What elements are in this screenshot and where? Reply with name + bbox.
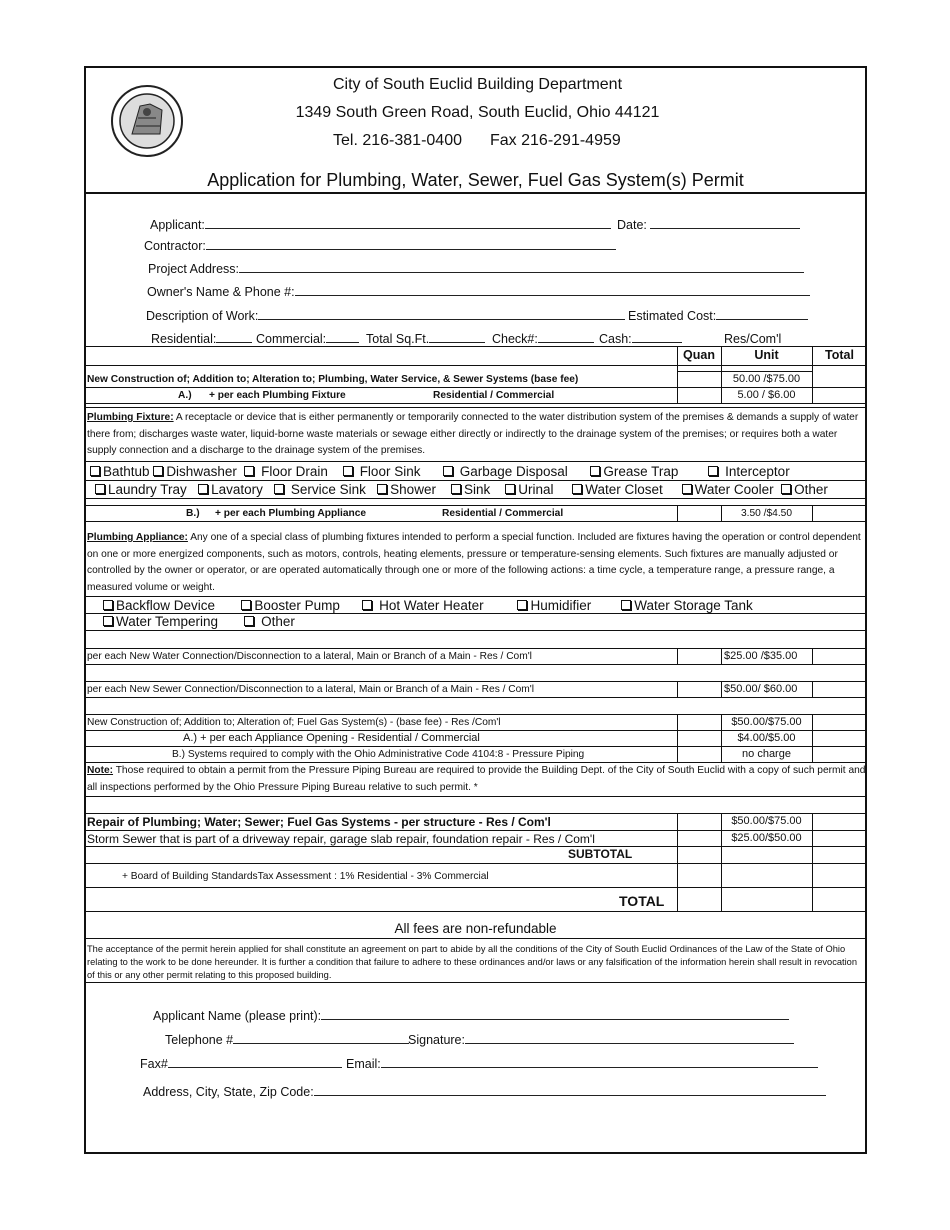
check-field[interactable] [492, 331, 594, 346]
applicant-name-field[interactable] [153, 1008, 789, 1023]
email-field[interactable] [346, 1056, 818, 1071]
checkbox-shower[interactable]: Shower [377, 482, 436, 497]
telephone-label: Telephone # [165, 1033, 234, 1047]
description-field[interactable] [146, 308, 625, 323]
agreement-text: The acceptance of the permit herein applied for shall constitute an agreement on part to abide by all the conditions of the City of South Euclid Ordinances of the Law of the State of Ohio relating to the work to be done hereunder. It is further a condition that failure to adhere to these ordinances and/or laws or any falsification of the information herein shall result in revocation of this or any other permit relating to this proposed building. [87, 944, 858, 980]
checkbox-interceptor[interactable]: Interceptor [708, 464, 789, 479]
checkbox-other-fixture[interactable]: Other [781, 482, 828, 497]
gas-b-fee: no charge [742, 748, 791, 760]
storm-sewer-label: Storm Sewer that is part of a driveway repair, garage slab repair, foundation repair - Res / Com'l [87, 832, 595, 846]
gas-a-label: A.) + per each Appliance Opening - Residential / Commercial [183, 732, 480, 744]
commercial-label: Commercial: [256, 332, 327, 346]
non-refundable-notice: All fees are non-refundable [394, 921, 557, 936]
fixture-term: Plumbing Fixture: [87, 412, 174, 423]
repair-label: Repair of Plumbing; Water; Sewer; Fuel Gas Systems - per structure - Res / Com'l [87, 815, 551, 829]
cash-label: Cash: [599, 332, 632, 346]
checkbox-bathtub[interactable]: Bathtub [90, 464, 150, 479]
water-connection-fee: $25.00 /$35.00 [724, 650, 798, 662]
storm-sewer-fee: $25.00/$50.00 [731, 832, 802, 844]
gas-b-label: B.) Systems required to comply with the Ohio Administrative Code 4104:8 - Pressure Piping [172, 749, 585, 760]
checkbox-lavatory[interactable]: Lavatory [198, 482, 263, 497]
subtotal-label: SUBTOTAL [568, 847, 633, 861]
total-sqft-field[interactable] [366, 331, 485, 346]
checkbox-sink[interactable]: Sink [451, 482, 490, 497]
water-connection-label: per each New Water Connection/Disconnection to a lateral, Main or Branch of a Main - Res / Com'l [87, 651, 532, 662]
project-address-field[interactable] [148, 261, 804, 276]
sewer-connection-fee: $50.00/ $60.00 [724, 683, 798, 695]
signature-field[interactable] [408, 1032, 794, 1047]
cash-field[interactable] [599, 331, 682, 346]
appliances-row-2 [103, 614, 295, 629]
fixture-a-text: + per each Plumbing Fixture [209, 390, 346, 401]
new-construction-label: New Construction of; Addition to; Alteration to; Plumbing, Water Service, & Sewer Systems (base fee) [87, 374, 579, 385]
estimated-cost-label: Estimated Cost: [628, 309, 717, 323]
checkbox-floor-sink[interactable]: Floor Sink [343, 464, 421, 479]
checkbox-service-sink[interactable]: Service Sink [274, 482, 366, 497]
appliances-row-1 [103, 598, 753, 613]
checkbox-water-storage-tank[interactable]: Water Storage Tank [621, 598, 753, 613]
gas-a-fee: $4.00/$5.00 [737, 732, 796, 744]
gas-base-fee: $50.00/$75.00 [731, 716, 802, 728]
applicant-name-label: Applicant Name (please print): [153, 1009, 322, 1023]
gas-base-label: New Construction of; Addition to; Alteration of; Fuel Gas System(s) - (base fee) - Res /Com'l [87, 717, 501, 728]
date-label: Date: [617, 218, 647, 232]
appliance-b-fee: 3.50 /$4.50 [741, 508, 792, 519]
form-title: Application for Plumbing, Water, Sewer, Fuel Gas System(s) Permit [207, 170, 744, 190]
fixture-a-fee: 5.00 / $6.00 [737, 389, 796, 401]
checkbox-backflow-device[interactable]: Backflow Device [103, 598, 215, 613]
checkbox-floor-drain[interactable]: Floor Drain [244, 464, 328, 479]
dept-name: City of South Euclid Building Department [332, 76, 623, 93]
checkbox-humidifier[interactable]: Humidifier [517, 598, 591, 613]
checkbox-water-cooler[interactable]: Water Cooler [682, 482, 774, 497]
applicant-field[interactable] [150, 217, 611, 232]
checkbox-other-appliance[interactable]: Other [244, 614, 295, 629]
commercial-field[interactable] [256, 331, 359, 346]
fixtures-row-1 [90, 464, 790, 479]
checkbox-water-tempering[interactable]: Water Tempering [103, 614, 218, 629]
dept-address: 1349 South Green Road, South Euclid, Ohio 44121 [295, 104, 660, 121]
dept-phone: Tel. 216-381-0400 [333, 132, 462, 149]
appliance-definition [87, 530, 865, 596]
checkbox-water-closet[interactable]: Water Closet [572, 482, 663, 497]
signature-label: Signature: [408, 1033, 465, 1047]
residential-field[interactable] [151, 331, 252, 346]
fax-label: Fax# [140, 1057, 168, 1071]
applicant-label: Applicant: [150, 218, 205, 232]
total-sqft-label: Total Sq.Ft. [366, 332, 430, 346]
contractor-label: Contractor: [144, 239, 206, 253]
checkbox-booster-pump[interactable]: Booster Pump [241, 598, 340, 613]
sewer-connection-label: per each New Sewer Connection/Disconnection to a lateral, Main or Branch of a Main - Res / Com'l [87, 684, 535, 695]
appliance-term: Plumbing Appliance: [87, 532, 188, 543]
new-construction-fee: 50.00 /$75.00 [732, 373, 801, 385]
checkbox-urinal[interactable]: Urinal [505, 482, 553, 497]
fixture-definition-text: A receptacle or device that is either permanently or temporarily connected to the water distribution system of the premises & demands a supply of water there from; discharges waste water, liquid-borne waste materials or sewage either directly or indirectly to the drainage system of the premises; or requires both a water supply connection and a discharge to the drainage system of the premises. [87, 412, 859, 456]
estimated-cost-field[interactable] [628, 308, 808, 323]
note-text: Those required to obtain a permit from the Pressure Piping Bureau are required to provide the Building Dept. of the City of South Euclid with a copy of such permit and all inspections performed by the Ohio Pressure Piping Bureau relative to such permit. * [87, 765, 866, 793]
appliance-definition-text: Any one of a special class of plumbing fixtures intended to perform a special function. Included are fixtures having the operation or control dependent on one or more energized components, such as motors, controls, heating elements, pressure or temperature-sensing elements. Such fixtures are manually adjusted or controlled by the owner or operator, or are operated automatically through one or more of the following actions: a time cycle, a temperature range, a pressure range, a measured volume or weight. [87, 532, 861, 593]
description-label: Description of Work: [146, 309, 259, 323]
telephone-field[interactable] [165, 1032, 409, 1047]
address-field[interactable] [143, 1084, 826, 1099]
dept-fax: Fax 216-291-4959 [490, 132, 621, 149]
project-address-label: Project Address: [148, 262, 240, 276]
checkbox-garbage-disposal[interactable]: Garbage Disposal [443, 464, 568, 479]
appliance-b-text: + per each Plumbing Appliance [215, 508, 367, 519]
repair-fee: $50.00/$75.00 [731, 815, 802, 827]
contractor-field[interactable] [144, 238, 616, 253]
fixture-definition [87, 410, 863, 460]
column-unit: Unit [754, 348, 779, 362]
owner-field[interactable] [147, 284, 810, 299]
email-label: Email: [346, 1057, 381, 1071]
fax-field[interactable] [140, 1056, 342, 1071]
city-seal-icon [110, 84, 184, 158]
appliance-b-res-com: Residential / Commercial [442, 508, 564, 519]
checkbox-laundry-tray[interactable]: Laundry Tray [95, 482, 187, 497]
checkbox-grease-trap[interactable]: Grease Trap [590, 464, 678, 479]
fixture-a-label: A.) [178, 390, 192, 401]
checkbox-dishwasher[interactable]: Dishwasher [153, 464, 237, 479]
fixture-a-res-com: Residential / Commercial [433, 390, 555, 401]
note-term: Note: [87, 765, 114, 776]
check-label: Check#: [492, 332, 538, 346]
owner-label: Owner's Name & Phone #: [147, 285, 295, 299]
fixtures-row-2 [95, 482, 828, 497]
column-quan: Quan [683, 348, 715, 362]
res-com-label: Res/Com'l [724, 332, 782, 346]
total-label: TOTAL [619, 893, 665, 909]
column-total: Total [825, 348, 854, 362]
checkbox-hot-water-heater[interactable]: Hot Water Heater [362, 598, 483, 613]
date-field[interactable] [617, 217, 800, 232]
tax-assessment-label: + Board of Building StandardsTax Assessment : 1% Residential - 3% Commercial [122, 871, 489, 882]
appliance-b-label: B.) [186, 508, 200, 519]
address-label: Address, City, State, Zip Code: [143, 1085, 314, 1099]
pressure-piping-note [87, 763, 867, 796]
residential-label: Residential: [151, 332, 217, 346]
